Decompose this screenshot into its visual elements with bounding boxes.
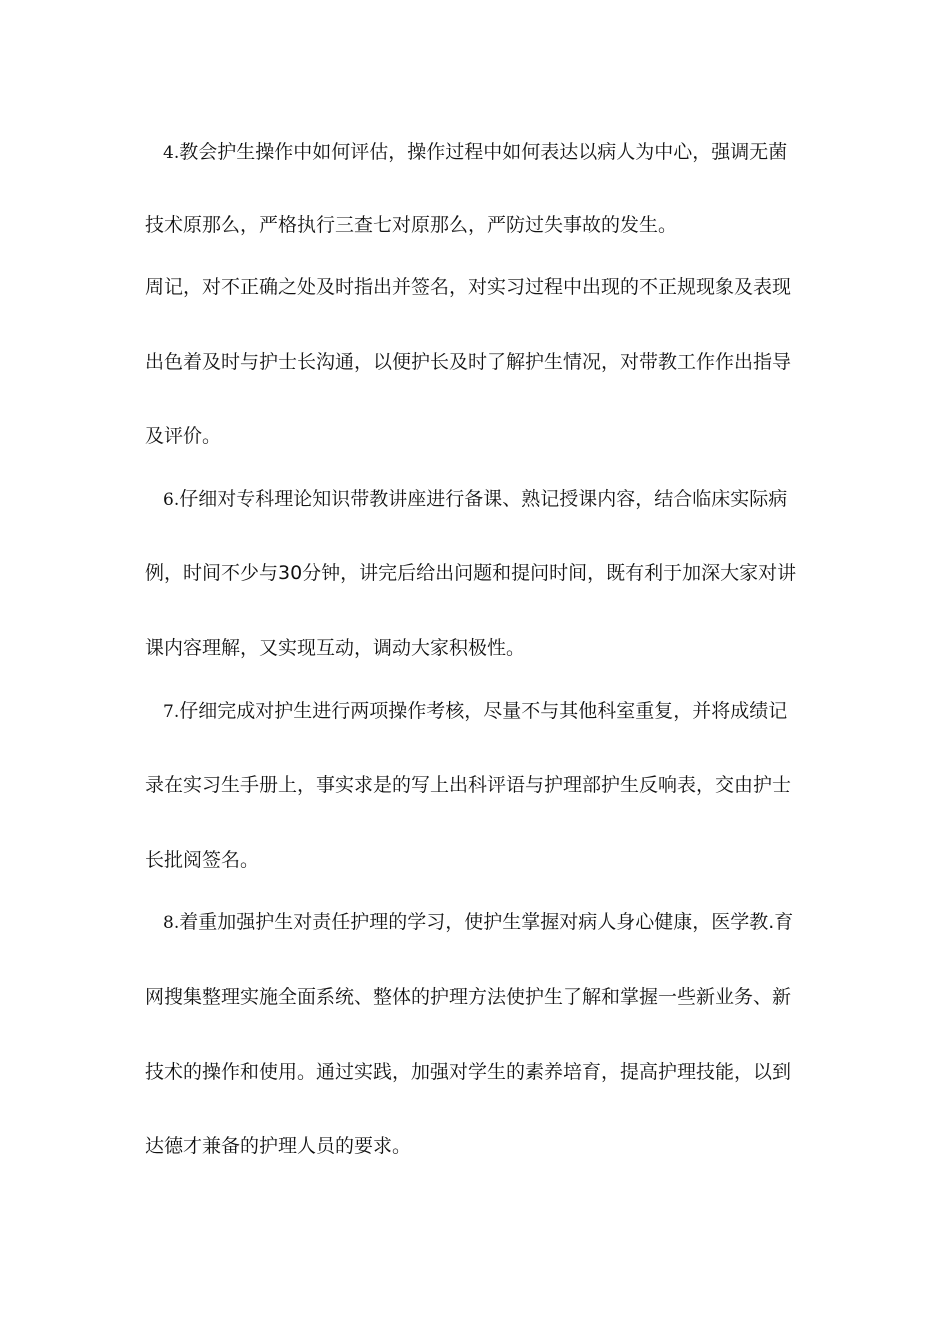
paragraph-8-line-4: 达德才兼备的护理人员的要求。 [145, 1135, 412, 1157]
paragraph-4-line-1 [163, 140, 823, 165]
paragraph-5-line-2: 出色着及时与护士长沟通，以便护长及时了解护生情况，对带教工作作出指导 [145, 351, 792, 373]
paragraph-text: 着重加强护生对责任护理的学习，使护生掌握对病人身心健康，医学教.育 [179, 911, 794, 933]
paragraph-7-line-3: 长批阅签名。 [145, 849, 260, 871]
paragraph-7-line-2: 录在实习生手册上，事实求是的写上出科评语与护理部护生反响表，交由护士 [145, 774, 792, 796]
paragraph-8-line-2: 网搜集整理实施全面系统、整体的护理方法使护生了解和掌握一些新业务、新 [145, 986, 792, 1008]
paragraph-4-line-2: 技术原那么，严格执行三查七对原那么，严防过失事故的发生。 [145, 214, 678, 236]
paragraph-number: 7. [163, 702, 180, 722]
paragraph-6-line-3: 课内容理解，又实现互动，调动大家积极性。 [145, 637, 526, 659]
paragraph-8-line-3: 技术的操作和使用。通过实践，加强对学生的素养培育，提高护理技能，以到 [145, 1061, 792, 1083]
paragraph-text: 教会护生操作中如何评估，操作过程中如何表达以病人为中心，强调无菌 [179, 141, 788, 163]
paragraph-5-line-3: 及评价。 [145, 425, 222, 447]
paragraph-number: 6. [163, 490, 180, 510]
paragraph-5-line-1: 周记，对不正确之处及时指出并签名，对实习过程中出现的不正规现象及表现 [145, 276, 792, 298]
paragraph-8-line-1 [163, 910, 823, 935]
paragraph-text: 仔细完成对护生进行两项操作考核，尽量不与其他科室重复，并将成绩记 [179, 700, 788, 722]
paragraph-text: 仔细对专科理论知识带教讲座进行备课、熟记授课内容，结合临床实际病 [179, 488, 788, 510]
paragraph-6-line-2: 例，时间不少与30分钟，讲完后给出问题和提问时间，既有利于加深大家对讲 [145, 562, 797, 584]
paragraph-number: 4. [163, 143, 180, 163]
paragraph-6-line-1 [163, 487, 823, 512]
paragraph-7-line-1 [163, 699, 823, 724]
paragraph-number: 8. [163, 913, 180, 933]
